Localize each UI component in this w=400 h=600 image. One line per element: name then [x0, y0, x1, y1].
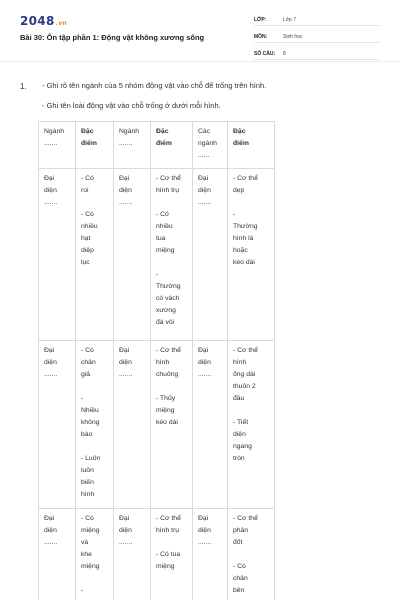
table-cell — [39, 169, 76, 341]
cell-text-line: ....... — [119, 140, 133, 147]
cell-text-line: ....... — [44, 199, 58, 206]
cell-text-line: nhiều — [81, 223, 98, 230]
cell-text-line: miệng — [156, 407, 175, 414]
table-header-row — [39, 122, 275, 169]
cell-text-line: - Có tua — [156, 551, 181, 558]
cell-text-line: Đại — [119, 515, 130, 522]
cell-text-line: - Cơ thể — [233, 347, 258, 354]
cell-text-line: - Cơ thể — [233, 515, 258, 522]
meta-row-subject — [254, 31, 380, 43]
cell-text-line: hình — [81, 491, 95, 498]
cell-text-line — [156, 537, 189, 549]
cell-text-line: hình lá — [233, 235, 254, 242]
cell-text-line: hạt — [81, 235, 91, 242]
cell-text-line: - Cơ thể — [156, 347, 181, 354]
question-instruction-2: - Ghi tên loài động vật vào chỗ trống ở dưới mỗi hình. — [42, 101, 221, 110]
question-number: 1. — [20, 82, 27, 91]
table-cell — [76, 509, 114, 600]
cell-text-line — [233, 197, 271, 209]
cell-text-line — [81, 381, 110, 393]
cell-text-line: ....... — [44, 371, 58, 378]
cell-text-line: Ngành — [44, 128, 65, 135]
cell-text-line: hoặc — [233, 247, 248, 254]
cell-text-line: - — [156, 271, 159, 278]
cell-text-line: Đại — [44, 347, 55, 354]
meta-key: SỐ CÂU: — [254, 50, 276, 57]
cell-text-line: Ngành — [119, 128, 140, 135]
cell-text-line: Nhiều — [81, 407, 99, 414]
cell-text-line: Đại — [198, 515, 209, 522]
cell-text-line: - Có — [233, 563, 246, 570]
cell-text-line: bên — [233, 587, 245, 594]
table-cell — [114, 169, 151, 341]
cell-text-line: dẹp — [233, 187, 245, 194]
cell-text-line: kéo dài — [233, 259, 255, 266]
cell-text-line: chân — [81, 359, 96, 366]
table-cell — [193, 169, 228, 341]
cell-text-line: nhiều — [156, 223, 173, 230]
meta-value: 8 — [283, 50, 286, 57]
cell-text-line: hình trụ — [156, 527, 180, 534]
table-cell — [151, 341, 193, 509]
cell-text-line: diện — [198, 187, 211, 194]
cell-text-line: - — [81, 395, 84, 402]
table-cell — [114, 509, 151, 600]
cell-text-line: không — [81, 419, 100, 426]
cell-text-line: diệp — [81, 247, 94, 254]
table-header-cell — [228, 122, 275, 169]
logo-text: 2048 — [20, 14, 55, 28]
cell-text-line: diện — [44, 359, 57, 366]
cell-text-line: có vách — [156, 295, 180, 302]
logo-tld: .vn — [55, 20, 67, 27]
cell-text-line: miệng — [156, 563, 175, 570]
cell-text-line: Đặc — [81, 128, 94, 135]
cell-text-line: Đại — [198, 175, 209, 182]
meta-value: Lớp 7 — [283, 16, 297, 23]
cell-text-line: ....... — [198, 199, 212, 206]
cell-text-line: đầu — [233, 395, 245, 402]
table-header-cell — [39, 122, 76, 169]
table-header-cell — [151, 122, 193, 169]
cell-text-line: - — [81, 587, 84, 594]
meta-value: Sinh học — [283, 33, 303, 40]
meta-row-class — [254, 14, 380, 26]
cell-text-line: ....... — [44, 539, 58, 546]
cell-text-line: Đại — [119, 175, 130, 182]
cell-text-line: - — [233, 211, 236, 218]
cell-text-line: - Cơ thể — [233, 175, 258, 182]
cell-text-line — [233, 405, 271, 417]
cell-text-line: hình trụ — [156, 187, 180, 194]
table-cell — [193, 341, 228, 509]
table-cell — [228, 341, 275, 509]
cell-text-line: ngang — [233, 443, 252, 450]
table-cell — [228, 509, 275, 600]
cell-text-line: ....... — [44, 140, 58, 147]
site-logo[interactable] — [20, 14, 67, 28]
lesson-meta — [254, 14, 380, 65]
cell-text-line: tua — [156, 235, 166, 242]
cell-text-line: - Có — [81, 175, 94, 182]
cell-text-line: miệng — [81, 563, 100, 570]
cell-text-line — [81, 197, 110, 209]
cell-text-line: Thường — [156, 283, 181, 290]
table-cell — [151, 509, 193, 600]
table-row — [39, 169, 275, 341]
cell-text-line — [156, 381, 189, 393]
cell-text-line: Đặc — [156, 128, 169, 135]
cell-text-line: điểm — [156, 140, 172, 147]
cell-text-line: diện — [119, 359, 132, 366]
cell-text-line — [156, 257, 189, 269]
cell-text-line: diện — [44, 527, 57, 534]
table-cell — [228, 169, 275, 341]
cell-text-line: hình — [156, 359, 170, 366]
cell-text-line: diện — [198, 527, 211, 534]
cell-text-line: xương — [156, 307, 176, 314]
table-cell — [76, 169, 114, 341]
table-cell — [114, 341, 151, 509]
cell-text-line: tròn — [233, 455, 245, 462]
cell-text-line: ....... — [119, 371, 133, 378]
cell-text-line — [156, 197, 189, 209]
question-instruction-1: - Ghi rõ tên ngành của 5 nhóm động vật vào chỗ để trống trên hình. — [42, 81, 267, 90]
table-cell — [39, 509, 76, 600]
table-cell — [151, 169, 193, 341]
cell-text-line: - Có — [156, 211, 169, 218]
cell-text-line: và — [81, 539, 89, 546]
cell-text-line: - Có — [81, 515, 94, 522]
cell-text-line: diện — [119, 527, 132, 534]
cell-text-line: diện — [119, 187, 132, 194]
cell-text-line: bào — [81, 431, 93, 438]
cell-text-line — [81, 441, 110, 453]
table-header-cell — [193, 122, 228, 169]
meta-key: MÔN: — [254, 33, 268, 40]
cell-text-line: điểm — [81, 140, 97, 147]
cell-text-line: roi — [81, 187, 89, 194]
cell-text-line: - Luôn — [81, 455, 101, 462]
cell-text-line: ....... — [198, 539, 212, 546]
cell-text-line: diện — [198, 359, 211, 366]
cell-text-line: giả — [81, 371, 91, 378]
cell-text-line: - Cơ thể — [156, 175, 181, 182]
cell-text-line: Thường — [233, 223, 258, 230]
cell-text-line: diện — [233, 431, 246, 438]
table-header-cell — [76, 122, 114, 169]
cell-text-line: - Cơ thể — [156, 515, 181, 522]
cell-text-line: chuông — [156, 371, 179, 378]
table-cell — [39, 341, 76, 509]
cell-text-line: miệng — [81, 527, 100, 534]
cell-text-line: ....... — [119, 199, 133, 206]
table-cell — [76, 341, 114, 509]
meta-key: LỚP: — [254, 16, 267, 23]
cell-text-line: - Có — [81, 211, 94, 218]
cell-text-line: khe — [81, 551, 92, 558]
cell-text-line: thuôn 2 — [233, 383, 256, 390]
classification-table — [38, 121, 275, 600]
cell-text-line: ...... — [198, 152, 210, 159]
cell-text-line — [81, 573, 110, 585]
cell-text-line: luôn — [81, 467, 94, 474]
table-cell — [193, 509, 228, 600]
cell-text-line — [233, 549, 271, 561]
cell-text-line: miệng — [156, 247, 175, 254]
table-header-cell — [114, 122, 151, 169]
cell-text-line: Đại — [198, 347, 209, 354]
cell-text-line: điểm — [233, 140, 249, 147]
cell-text-line: - Thủy — [156, 395, 176, 402]
cell-text-line: Đặc — [233, 128, 246, 135]
cell-text-line: kéo dài — [156, 419, 178, 426]
meta-row-count — [254, 48, 380, 60]
cell-text-line: ....... — [198, 371, 212, 378]
cell-text-line: lục — [81, 259, 90, 266]
cell-text-line: ống dài — [233, 371, 256, 378]
cell-text-line: ngành — [198, 140, 217, 147]
page-header — [0, 0, 400, 62]
lesson-title: Bài 30: Ôn tập phần 1: Động vật không xương sống — [20, 33, 205, 42]
cell-text-line: Các — [198, 128, 211, 135]
cell-text-line: đá vôi — [156, 319, 175, 326]
cell-text-line: chân — [233, 575, 248, 582]
cell-text-line: biến — [81, 479, 94, 486]
cell-text-line: Đại — [44, 515, 55, 522]
cell-text-line: phân — [233, 527, 249, 534]
cell-text-line: - Có — [81, 347, 94, 354]
cell-text-line: đốt — [233, 539, 243, 546]
cell-text-line: - Tiết — [233, 419, 249, 426]
cell-text-line: Đại — [44, 175, 55, 182]
cell-text-line: Đại — [119, 347, 130, 354]
table-row — [39, 509, 275, 600]
cell-text-line: hình — [233, 359, 247, 366]
cell-text-line: diện — [44, 187, 57, 194]
table-row — [39, 341, 275, 509]
cell-text-line: ....... — [119, 539, 133, 546]
